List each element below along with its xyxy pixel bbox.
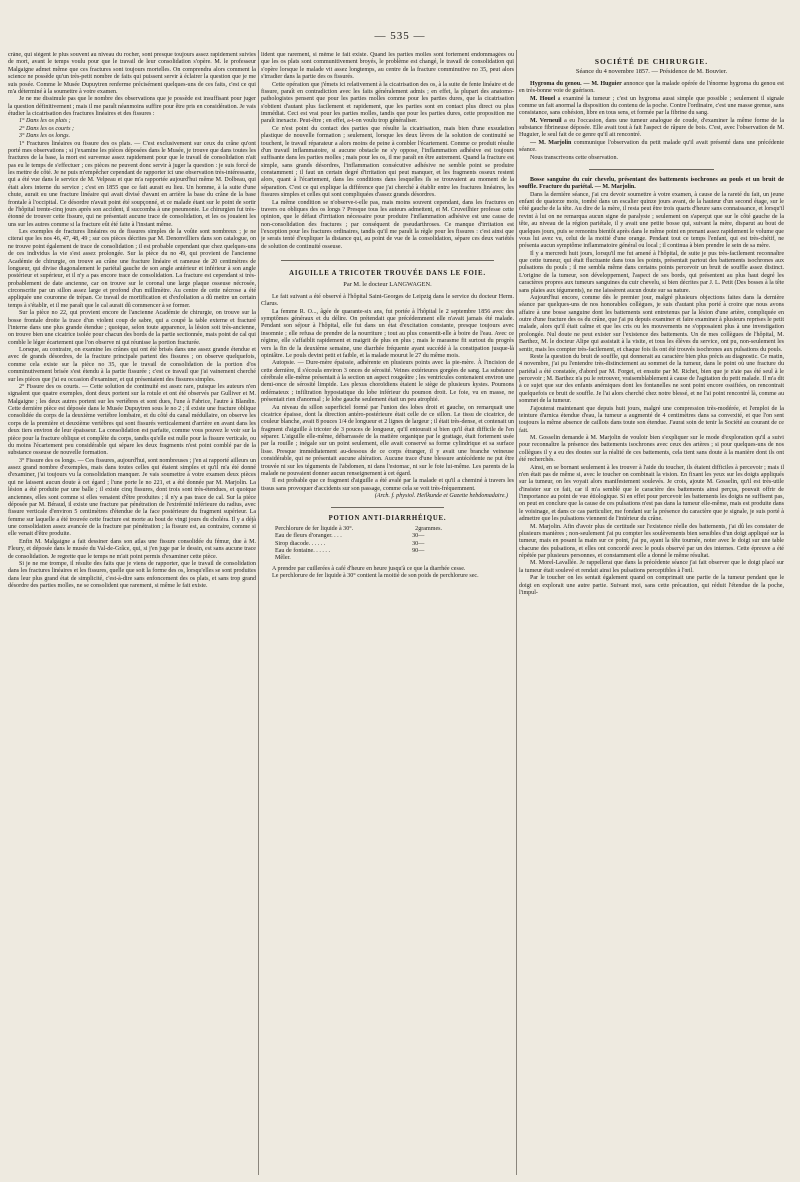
- article-title: POTION ANTI-DIARRHÉIQUE.: [328, 515, 447, 523]
- paragraph-text: Nous transcrivons cette observation.: [530, 154, 618, 161]
- prescription-item: Sirop diacode. . . . . .: [275, 540, 326, 547]
- prescription-qty: 30: [412, 540, 419, 547]
- paragraph: Si je ne me trompe, il résulte des faits que je viens de rapporter, que le travail de consolidation dans les fractures linéaires et les fissures, quelle que soit la forme des os, lorsqu'elles se sont produites dans leur plus grand état de simplicité, c'est-à-dire sans enfoncement des os plats, et sans trop grand désordre des parties molles, ne se consolident que rarement, si même le fait existe.: [8, 560, 256, 589]
- paragraph: Le fait suivant a été observé à l'hôpital Saint-Georges de Leipzig dans le service du docteur Herm. Clarus.: [261, 293, 514, 308]
- paragraph: Aujourd'hui encore, comme dès le premier jour, malgré plusieurs objections faites dans la dernière séance par quelques-uns de nos honorables collègues, je suis d'autant plus porté à croire que nous avons affaire à une bosse sanguine dont les battements sont entretenus par la lésion d'une artère, compliquée en outre d'une fracture des os du crâne, que j'ai pu depuis examiner et faire examiner à plusieurs reprises le petit malade, alors qu'il était calme et que les cris ou les mouvements ne s'opposaient plus à une investigation prolongée. Nul doute ne peut exister sur l'existence des battements. Un de mes collègues de l'hôpital, M. Barthez, M. le docteur Alipe qui assistait à la visite, et tous les élèves du service, ont pu, non-seulement les sentir, mais les compter très-facilement, et chaque fois ils ont été trouvés isochrones aux pulsations du pouls.: [519, 294, 784, 353]
- section-divider: [589, 169, 714, 170]
- paragraph: Dans la dernière séance, j'ai cru devoir soumettre à votre examen, à cause de la rareté du fait, un jeune enfant de quatorze mois, tombé dans un escalier quinze jours avant, de la hauteur d'un second étage, sur le côté gauche de la tête. Au dire de la mère, il resta peut être trois quarts d'heure sans connaissance, et lorsqu'il revint à lui on ne remarqua aucun signe de paralysie ; seulement on s'aperçut que sur le côté gauche de la tête, au niveau de la région pariétale, il y avait une petite bosse qui, suivant la mère, disparut au bout de quelques jours, puis se remontra bientôt après dans le même point en prenant assez rapidement le volume que vous lui avez vu, celui de la moitié d'une orange. Pendant tout ce temps l'enfant, qui est très-chétif, ne présenta aucun symptôme inflammatoire général ou local ; il continua à bien prendre le sein de sa mère.: [519, 191, 784, 250]
- paragraph: M. Gosselin demande à M. Marjolin de vouloir bien s'expliquer sur le mode d'exploration qu'il a suivi pour reconnaître la présence des battements isochrones avec ceux des artères ; si pour quelques-uns de nos collègues il y a eu des doutes sur la réalité de ces battements, cela tient sans doute à la manière dont ils ont été recherchés.: [519, 435, 784, 464]
- prescription-qty: 2: [415, 525, 419, 532]
- column-right: [519, 52, 784, 1170]
- paragraph: La femme R. O..., âgée de quarante-six ans, fut portée à l'hôpital le 2 septembre 1856 avec des symptômes généraux et du délire. On prétendait que précédemment elle n'avait jamais été malade. Pendant son séjour à l'hôpital, elle fut dans un état d'excitation constante, presque toujours avec insomnie ; elle refusa de prendre de la nourriture ; tout au plus consentit-elle à boire de l'eau. Avec ce régime, elle s'affaiblit rapidement et maigrit de plus en plus ; mais le marasme fit surtout du progrès vers la fin de la deuxième semaine, une diarrhée fréquente ayant succédé à la constipation jusque-là opiniâtre. Le pouls devint petit et faible, et la malade mourut le 27 du même mois.: [261, 308, 514, 359]
- paragraph: Enfin M. Malgaigne a fait dessiner dans son atlas une fissure consolidée du fémur, due à M. Fleury, et déposée dans le musée du Val-de-Grâce, qui, si j'en juge par le dessin, est sans aucune trace de consolidation. Je regrette que le temps ne m'ait point permis d'examiner cette pièce.: [8, 538, 256, 560]
- prescription-row: [275, 533, 514, 540]
- paragraph: [519, 140, 784, 155]
- paragraph: M. Marjolin. Afin d'avoir plus de certitude sur l'existence réelle des battements, j'ai dû les constater de plusieurs manières ; non-seulement j'ai pu compter les soulèvements bien sensibles d'un doigt appliqué sur la tumeur, mais en posant la main sur ce point, j'ai pu, ayant la tête tournée, noter avec le doigt sur une table chacune des pulsations, et elles ont concordé avec le pouls observé par un des internes. Cette épreuve a été répétée par plusieurs personnes, et constamment elle a donné le même résultat.: [519, 523, 784, 559]
- paragraph-lead: Hygroma du genou. — M. Huguier: [530, 80, 622, 87]
- list-item: 3° Dans les os longs.: [19, 133, 70, 140]
- paragraph-lead: M. Houel: [530, 95, 556, 102]
- subsection-title: Bosse sanguine du cuir chevelu, présentant des battements isochrones au pouls et un bruit de souffle. Fracture du pariétal. — M. Marjolin.: [519, 176, 784, 191]
- paragraph: Ainsi, en se bornant seulement à les trouver à l'aide du toucher, ils étaient difficiles à percevoir ; mais il n'en était pas de même si, avec le toucher on combinait la vision. En fixant les yeux sur les doigts appliqués sur la tumeur, on les voyait alors manifestement soulevés. Je crois, ajoute M. Gosselin, qu'il est très-utile d'insister sur ce fait, car il m'a semblé que le caractère des battements ainsi perçus, pouvait offrir de l'importance au point de vue étiologique. Si en effet pour percevoir les battements les doigts ne suffisent pas, on peut en conclure que la cause de ces pulsations n'est pas dans la tumeur elle-même, mais est produite dans le voisinage, et dans ce cas particulier, me fondant sur la présence du caractère que je signale, je suis porté à admettre que les pulsations viennent de l'intérieur du crâne.: [519, 464, 784, 523]
- paragraph: La même condition se n'observe-t-elle pas, mais moins souvent cependant, dans les fractures en travers ou obliques des os longs ? Presque tous les auteurs admettent, et M. Cruveilhier professe cette opinion, que le défaut d'irritation nécessaire pour produire l'inflammation adhésive est une cause de non-consolidation des fractures ; par conséquent de pseudarthroses. Ce manque d'irritation est l'exception pour les fractures ordinaires, tandis qu'il me paraît la règle pour les fissures : c'est ainsi que je serais tenté d'expliquer la distance qui, au point de vue de la consolidation, sépare ces deux variétés de solution de continuité osseuse.: [261, 199, 514, 250]
- paragraph: crâne, qui siégent le plus souvent au niveau du rocher, sont presque toujours assez rapidement suivies de mort, avant le temps voulu pour que le travail de leur consolidation s'opère. M. le professeur Malgaigne admet même que ces fractures sont toujours mortelles. On comprendra alors comment la science ne possède qu'un très-petit nombre de faits qui puissent servir à éclairer la question que je me suis posée. Comme le Musée Dupuytren renferme précisément quelques-uns de ces faits, c'est ce qui m'a déterminé à la soumettre à votre examen.: [8, 52, 256, 95]
- paragraph: Au niveau du sillon superficiel formé par l'union des lobes droit et gauche, on remarquait une cicatrice épaisse, dont la direction antéro-postérieure était celle de ce sillon. Le tissu de cicatrice, de couleur blanche, avait 8 pouces 1/4 de longueur et 2 lignes de largeur ; il était très-dense, et contenait un fragment d'aiguille à tricoter de 3 pouces de longueur, qu'il entourait si bien qu'il était difficile de l'en séparer. L'aiguille elle-même, débarrassée de la matière organique par le grattage, était fortement usée par la rouille ; inégale sur un point seulement, elle avait conservé sa forme cylindrique et sa surface lisse. Presque immédiatement au-dessous de ce corps étranger, il y avait une branche veineuse considérable, qui ne présentait aucune altération. Aucune trace d'une blessure antécédente ne put être trouvée ni sur les téguments de l'abdomen, ni dans l'estomac, ni sur le foie lui-même. Les parents de la malade ne pouvaient donner aucun renseignement à cet égard.: [261, 404, 514, 477]
- section-divider: [331, 507, 444, 508]
- paragraph-lead: — M. Marjolin: [530, 139, 572, 146]
- column-middle: [261, 52, 514, 1170]
- prescription-unit: —: [418, 533, 425, 540]
- paragraph: [519, 96, 784, 118]
- prescription-unit: —: [418, 540, 425, 547]
- section-title: SOCIÉTÉ DE CHIRURGIE.: [594, 57, 709, 66]
- prescription-row: [275, 548, 514, 555]
- prescription-item: Eau de fontaine. . . . . .: [275, 547, 330, 554]
- column-divider-1: [258, 50, 259, 1175]
- paragraph: Je ne me dissimule pas que le nombre des observations que je possède est insuffisant pour juger la question définitivement ; mais il me paraît néanmoins suffire pour être pris en considération. Je vais étudier la cicatrisation des fractures linéaires et des fissures :: [8, 96, 256, 117]
- paragraph: lident que rarement, si même le fait existe. Quand les parties molles sont fortement endommagées ou que les os plats sont communitivement broyés, le problème est changé, le travail de consolidation qui s'opère lorsque le malade vit assez longtemps, au centre de la fracture comminutive no 35, peut alors s'irradier dans la partie des os fissurés.: [261, 52, 514, 81]
- paragraph: Il y a mercredi huit jours, lorsqu'il me fut amené à l'hôpital, de suite je pus très-facilement reconnaître que cette tumeur, qui était fluctuante dans tous les points, présentait partout des battements isochrones aux pulsations du pouls ; il me sembla même dans certains points percevoir un bruit de souffle assez distinct. L'origine de la tumeur, son développement, l'aspect de ses bords, qui présentent au plus haut degré les caractères propres aux tumeurs sanguines du cuir chevelu, si bien décrites par J. L. Petit (Des bosses à la tête sans plaies aux téguments), ne me laissèrent aucun doute sur sa nature.: [519, 250, 784, 294]
- prescription-unit: grammes.: [418, 525, 443, 532]
- paragraph: Sur la pièce no 22, qui provient encore de l'ancienne Académie de chirurgie, on trouve sur la bosse frontale droite la trace d'un violent coup de sabre, qui a coupé la table externe et fracturé l'interne dans une plus grande étendue ; quoique, selon toute apparence, la lésion soit très-ancienne, on trouve bien une cicatrice isolée pour chacun des bords de la partie sectionnée, mais point de cal qui comble le léger écartement que l'on observe ni qui réunisse la portion fracturée.: [8, 310, 256, 346]
- article-source: (Arch. f. physiol. Heilkunde et Gazette hebdomadaire.): [374, 493, 508, 499]
- list-item: 2° Dans les os courts ;: [19, 125, 74, 132]
- list-item: 1° Dans les os plats ;: [19, 118, 71, 125]
- article-byline: Par M. le docteur LANGWAGEN.: [343, 280, 432, 288]
- prescription-mix: Mêler.: [275, 555, 291, 562]
- paragraph: A prendre par cuillerées à café d'heure en heure jusqu'à ce que la diarrhée cesse.: [272, 565, 466, 572]
- page-number: — 535 —: [374, 30, 426, 42]
- paragraph: J'ajouterai maintenant que depuis huit jours, malgré une compression très-modérée, et l'emploi de la teinture d'arnica étendue d'eau, la tumeur a augmenté de 4 centimètres dans sa convexité, et que l'on sent toujours la même absence de caillots dans toute son étendue. J'aurai soin de tenir la Société au courant de ce fait.: [519, 405, 784, 434]
- paragraph: 1° Fractures linéaires ou fissure des os plats. — C'est exclusivement sur ceux du crâne qu'ont porté mes observations ; si j'examine les pièces déposées dans le Musée, je trouve que dans toutes les fractures de la base, la mort est survenue assez rapidement pour que le travail de consolidation n'ait pas eu le temps de s'effectuer ; ces pièces ne peuvent donc servir à juger la question : je suis forcé de les mettre de côté. Je ne puis m'empêcher cependant de rapporter ici une observation très-intéressante, qui a été vue dans le service de M. Velpeau et que m'a rapportée aujourd'hui même M. Dolbeau, qui était alors interne du service ; c'est en 1855 que ce fait aurait eu lieu. Un homme, à la suite d'une chute, aurait eu une fracture linéaire qui avait divisé d'avant en arrière la base du crâne de la base frontale à l'occipital. Ce désordre n'avait point été soupçonné, et ce malade étant sur le point de sortir de l'hôpital trente-cinq jours après son accident, il succomba à une pneumonie. Le chirurgien fut très-étonné de trouver cette fissure, qui ne présentait aucune trace de consolidation, et les os jouaient les uns sur les autres comme si la fracture eût été faite à l'instant même.: [8, 140, 256, 228]
- paragraph-text: annonce que la malade opérée de l'énorme hygroma du genou est en très-bonne voie de guérison.: [519, 80, 784, 95]
- column-divider-2: [516, 50, 517, 1175]
- paragraph-lead: M. Verneuil: [530, 117, 562, 124]
- paragraph: Autopsie. — Dure-mère épaissie, adhérente en plusieurs points avec la pie-mère. À l'incision de cette dernière, il s'écoula environ 3 onces de sérosité. Veines extérieures gorgées de sang. La substance cérébrale elle-même présentait à la section un aspect rougeâtre ; les ventricules contenaient environ une demi-once de sérosité limpide. Les plexus choroïdiens étaient le siège de plusieurs kystes. Poumons œdémateux ; infiltration hypostatique du lobe inférieur du poumon droit. Le foie, vu en masse, ne présentait rien d'anormal ; le lobe gauche seulement était un peu atrophié.: [261, 360, 514, 404]
- column-left: [8, 52, 256, 1170]
- paragraph: M. Morel-Lavallée. Je rappellerai que dans la précédente séance j'ai fait observer que le doigt placé sur la tumeur était soulevé et rendait ainsi les pulsations perceptibles à l'œil.: [519, 560, 784, 574]
- paragraph: Il est probable que ce fragment d'aiguille a été avalé par la malade et qu'il a cheminé à travers les tissus sans provoquer d'accidents sur son passage, comme cela se voit très-fréquemment.: [261, 478, 514, 492]
- prescription-item: Perchlorure de fer liquide à 30°.: [275, 525, 354, 532]
- paragraph: Les exemples de fractures linéaires ou de fissures simples de la voûte sont nombreux ; je ne citerai que les nos 46, 47, 48, 49 ; sur ces pièces décrites par M. Denonvilliers dans son catalogue, on ne trouve point également de trace de consolidation ; il est probable cependant que chez quelques-uns de ces individus la vie s'est assez prolongée. Sur la pièce du no 49, qui provient de l'ancienne Académie de chirurgie, on trouve au crâne une fracture linéaire et rameuse de 20 centimètres de longueur, qui divise diagonalement le pariétal gauche de son angle antérieur et inférieur à son angle postérieur et supérieur, et il n'y a pas encore trace de consolidation. La fracture est cependant si très-probablement de date ancienne, car on trouve sur le coronal une large plaque osseuse nécrosée, circonscrite par un sillon assez large et profond d'un millimètre. Au centre de cette nécrose a été appliquée une couronne de trépan. Ce travail de mortification et d'exfoliation a dû mettre un certain temps à s'établir, et il me paraît que le cal aurait dû commencer à se former.: [8, 229, 256, 309]
- prescription-list: [275, 526, 514, 563]
- prescription-unit: —: [418, 547, 425, 554]
- paragraph: [519, 118, 784, 140]
- paragraph-text: a examiné la tumeur ; c'est un hygroma aussi simple que possible ; seulement il signale comme un fait anormal la disposition du contenu de la poche. Contre l'ordinaire, c'est une masse grenue, sans consistance, sans cohésion, libre en tous sens, et formée par la fibrine du sang.: [519, 95, 784, 117]
- prescription-qty: 90: [412, 547, 419, 554]
- paragraph: Le perchlorure de fer liquide à 30° contient la moitié de son poids de perchlorure sec.: [272, 573, 479, 579]
- paragraph-text: communique l'observation du petit malade qu'il avait présenté dans une précédente séance.: [519, 139, 784, 154]
- session-line: Séance du 4 novembre 1857. — Présidence de M. Bouvier.: [575, 68, 728, 76]
- section-divider: [281, 260, 494, 261]
- paragraph: 3° Fissure des os longs. — Ces fissures, aujourd'hui, sont nombreuses ; j'en ai rapporté ailleurs un assez grand nombre d'exemples, mais dans toutes celles qui étaient simples et qu'il m'a été donné d'examiner, j'ai toujours vu la consolidation manquer. Je vais soumettre à votre examen deux pièces qui ne laissent aucun doute à cet égard ; l'une porte le no 221, et a été donnée par M. Marjolin. La lésion a été produite par une balle ; il existe cinq fissures, dont trois sont très-étendues, et quoique anciennes, elles sont comme si elles venaient d'être produites ; il n'y a pas trace de cal. Sur la pièce déposée par M. Béraud, il existe une fracture par pénétration de l'extrémité inférieure du radius, avec fissure verticale d'environ 5 centimètres d'étendue de la face postérieure du fragment supérieur. La femme sur laquelle a été trouvée cette fracture est morte au bout de vingt jours du choléra. Il y a déjà une consolidation assez avancée de la fracture par pénétration ; la fissure est, au contraire, comme si elle venait d'être produite.: [8, 457, 256, 538]
- prescription-item: Eau de fleurs d'oranger. . . .: [275, 533, 342, 540]
- paragraph: [519, 81, 784, 96]
- paragraph: Cette opération que j'émets ici relativement à la cicatrisation des os, à la suite de fente linéaire et de fissure, paraît en contradiction avec les faits généralement admis ; en effet, la plupart des anatomo-pathologistes pensent que pour les parties molles comme pour les parties dures, que la cicatrisation s'obtient d'autant plus facilement et rapidement, que les parties sont en contact plus direct ou plus immédiat. Ceci est vrai pour les parties molles, tandis que pour les parties dures, cette proposition me paraît inexacte. Peut-être ; en effet, a-t-on voulu trop généraliser.: [261, 81, 514, 125]
- article-title: AIGUILLE A TRICOTER TROUVÉE DANS LE FOIE.: [289, 270, 486, 278]
- paragraph: Lorsque, au contraire, on examine les crânes qui ont été brisés dans une assez grande étendue et avec de grands désordres, de la fracture principale partent des fissures ; on observe quelquefois, comme cela existe sur la pièce no 35, que le travail de consolidation de la portion d'os comminutivement brisée s'est étendu à la partie fissurée ; c'est ce travail que j'ai vainement cherché sur les pièces que j'ai eu occasion d'examiner, et qui présentaient des fissures simples.: [8, 347, 256, 383]
- paragraph: 2° Fissure des os courts. — Cette solution de continuité est assez rare, puisque les auteurs n'en signalent que quatre exemples, dont deux portent sur la rotule et ont été observés par Gulliver et M. Malgaigne ; les deux autres portent sur les vertèbres et sont dues, l'une à Fabrice, l'autre à Blandin. Cette dernière pièce est déposée dans le Musée Dupuytren sous le no 2 ; il existe une fracture oblique consolidée du corps de la deuxième vertèbre lombaire, et du côté du canal médullaire, on observe les corps de la première et deuxième vertèbres qui sont fissurés verticalement d'arrière en avant dans les deux tiers environ de leur épaisseur. La consolidation est parfaite, comme vous pouvez le voir sur la pièce pour la fracture oblique et complète du corps, tandis qu'elle est nulle pour la fissure verticale, ou du moins l'écartement peu considérable qui sépare les deux fragments n'est point comblé par de la substance osseuse de nouvelle formation.: [8, 383, 256, 457]
- paragraph: Par le toucher on les sentait également quand on comprimait une partie de la tumeur pendant que le doigt en explorait une autre partie. Suivant moi, sans cette précaution, qui réduit l'étendue de la poche, l'impul-: [519, 575, 784, 596]
- prescription-qty: 30: [412, 533, 419, 540]
- paragraph: [519, 155, 784, 162]
- paragraph: Ce n'est point du contact des parties que résulte la cicatrisation, mais bien d'une exsudation plastique de nouvelle formation ; seulement, lorsque les deux lèvres de la solution de continuité se touchent, le travail réparateur a alors moins de peine à combler l'écartement. Comme ce produit résulte d'un travail inflammatoire, si aucune obstacle ne s'y oppose, l'inflammation adhésive est toujours suffisante dans les parties molles ; mais pour les os, il me paraît en être autrement. Quand la fracture est simple, sans grands désordres, l'inflammation consécutive adhésive ne semble point se produire constamment ; il faut un certain degré d'irritation qui peut manquer, et les fragments osseux restent alors, quant à l'écartement, dans les conditions dans lesquelles ils se trouvaient au moment de la séparation. C'est ce qui explique la différence que j'ai cherché à établir entre les fractures linéaires, les fissures simples et celles qui sont compliquées d'assez grands désordres.: [261, 125, 514, 199]
- paragraph-text: a eu l'occasion, dans une tumeur analogue de coude, d'examiner la même forme de la substance fibrineuse déposée. Elle avait tout à fait l'aspect de râpure de bois. C'est, avec l'observation de M. Huguier, le seul fait de ce genre qu'il ait rencontré.: [519, 117, 784, 139]
- prescription-row: [275, 541, 514, 548]
- paragraph: Reste la question du bruit de souffle, qui donnerait au caractère bien plus précis au diagnostic. Ce matin, 4 novembre, j'ai pu l'entendre très-distinctement au sommet de la tumeur, dans le point où une fracture du pariétal a été constatée, d'abord par M. Forget, et ensuite par M. Richet, bien que je n'aie pas été seul à le percevoir ; M. Barthez n'a pu le retrouver, vraisemblablement à cause de l'agitation du petit malade. Il m'a dit à ce sujet que sur des enfants anémiques dont les fontanelles ne sont point encore ossifiées, on rencontrait quelquefois ce bruit de souffle. Je l'ai alors cherché chez notre blessé, et ne l'ai point rencontré là, comme au sommet de la tumeur.: [519, 353, 784, 405]
